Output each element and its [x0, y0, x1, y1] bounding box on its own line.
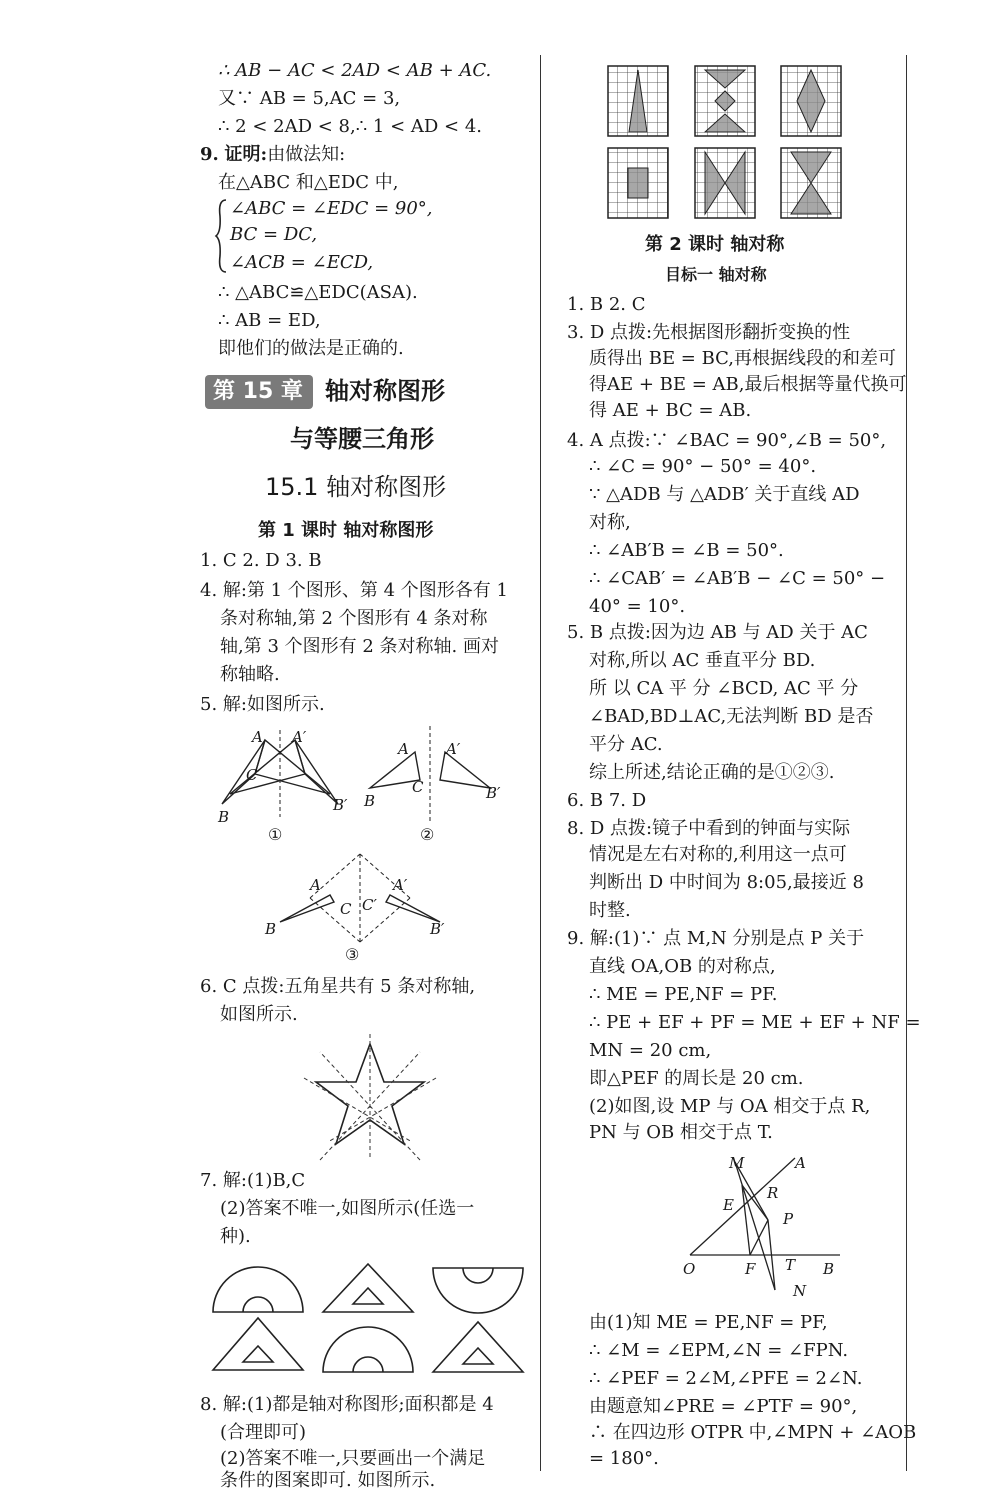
text-line: 4. A 点拨:∵ ∠BAC = 90°,∠B = 50°, [567, 430, 887, 451]
text-line: 即他们的做法是正确的. [218, 338, 404, 359]
text-line: 轴,第 3 个图形有 2 条对称轴. 画对 [220, 636, 499, 657]
brace-icon [214, 198, 228, 274]
figure-label: B [364, 792, 376, 810]
figure-label: B′ [486, 784, 501, 802]
figure-label: A′ [292, 728, 307, 746]
text-line: 9. 解:(1)∵ 点 M,N 分别是点 P 关于 [567, 928, 865, 949]
lesson-title: 第 1 课时 轴对称图形 [258, 520, 434, 541]
text-line: 条件的图案即可. 如图所示. [220, 1470, 436, 1491]
figure-label: F [745, 1260, 756, 1278]
text-line: 综上所述,结论正确的是①②③. [589, 762, 835, 783]
text-line: ∴ AB = ED, [218, 310, 321, 331]
text-line: ∠BAD,BD⊥AC,无法判断 BD 是否 [589, 706, 874, 727]
column-divider [540, 55, 541, 1471]
text-line: 得 AE + BC = AB. [589, 400, 752, 421]
figure-label: O [683, 1260, 696, 1278]
figure-caption: ③ [345, 945, 360, 964]
figure-label: C [412, 778, 424, 796]
figure-caption: ① [268, 825, 283, 844]
text-line: 7. 解:(1)B,C [200, 1170, 306, 1191]
text-line: 6. C 点拨:五角星共有 5 条对称轴, [200, 976, 476, 997]
text-line: 8. D 点拨:镜子中看到的钟面与实际 [567, 818, 851, 839]
figure-label: B′ [430, 920, 445, 938]
text-line: ∠ACB = ∠ECD, [230, 252, 374, 273]
figure-label: B [823, 1260, 835, 1278]
text-line: ∴ ME = PE,NF = PF. [589, 984, 778, 1005]
text-line: BC = DC, [230, 224, 318, 245]
text-line: (合理即可) [220, 1422, 307, 1443]
figure-label: B [218, 808, 230, 826]
text-line: 对称, [589, 512, 631, 533]
figure-label: E [723, 1196, 734, 1214]
figure-label: A [252, 728, 263, 746]
text-line: ∵ △ADB 与 △ADB′ 关于直线 AD [589, 484, 860, 505]
text-line: 5. 解:如图所示. [200, 694, 325, 715]
figure-label: A [310, 876, 321, 894]
text-line: 如图所示. [220, 1004, 298, 1025]
figure-label: B [265, 920, 277, 938]
answer-text: 由做法知: [267, 144, 346, 165]
figure-label: T [785, 1256, 796, 1274]
text-line: 平分 AC. [589, 734, 663, 755]
text-line: ∴ PE + EF + PF = ME + EF + NF = [589, 1012, 921, 1033]
text-line: 8. 解:(1)都是轴对称图形;面积都是 4 [200, 1394, 494, 1415]
text-line: 所 以 CA 平 分 ∠BCD, AC 平 分 [589, 678, 859, 699]
symmetry-figure-1 [210, 722, 360, 847]
grid-symmetry-figures [607, 62, 857, 222]
star-symmetry-figure [300, 1032, 440, 1162]
text-line: ∴ △ABC≌△EDC(ASA). [218, 282, 418, 303]
text-line: 种). [220, 1226, 251, 1247]
question-number: 9. [200, 144, 219, 165]
figure-label: C [340, 900, 352, 918]
text-line: 4. 解:第 1 个图形、第 4 个图形各有 1 [200, 580, 508, 601]
text-line: 对称,所以 AC 垂直平分 BD. [589, 650, 816, 671]
figure-label: A [795, 1154, 806, 1172]
text-line: 直线 OA,OB 的对称点, [589, 956, 776, 977]
page-border [906, 55, 907, 1471]
question-9-header [200, 142, 345, 168]
target-title: 目标一 轴对称 [665, 265, 767, 284]
text-line: 由(1)知 ME = PE,NF = PF, [589, 1312, 828, 1333]
text-line: 即△PEF 的周长是 20 cm. [589, 1068, 804, 1089]
text-line: ∴ 在四边形 OTPR 中,∠MPN + ∠AOB [589, 1422, 917, 1443]
chapter-title-2: 与等腰三角形 [290, 425, 434, 453]
text-line: ∴ ∠AB′B = ∠B = 50°. [589, 540, 784, 561]
answers-1-3: 1. C 2. D 3. B [200, 550, 322, 571]
text-line: 判断出 D 中时间为 8:05,最接近 8 [589, 872, 864, 893]
text-line: (2)答案不唯一,只要画出一个满足 [220, 1448, 486, 1469]
text-line: (2)如图,设 MP 与 OA 相交于点 R, [589, 1096, 871, 1117]
figure-label: C′ [246, 766, 261, 784]
figure-label: R [767, 1184, 779, 1202]
chapter-title: 轴对称图形 [325, 377, 445, 405]
figure-label: P [783, 1210, 794, 1228]
answers-1-2: 1. B 2. C [567, 294, 646, 315]
figure-label: A [398, 740, 409, 758]
text-line: 称轴略. [220, 664, 280, 685]
figure-label: A′ [393, 876, 408, 894]
figure-caption: ② [420, 825, 435, 844]
text-line: ∴ ∠CAB′ = ∠AB′B − ∠C = 50° − [589, 568, 886, 589]
text-line: (2)答案不唯一,如图所示(任选一 [220, 1198, 475, 1219]
text-line: = 180°. [589, 1448, 659, 1469]
text-line: 又∵ AB = 5,AC = 3, [218, 88, 401, 109]
text-line: ∴ ∠PEF = 2∠M,∠PFE = 2∠N. [589, 1368, 863, 1389]
text-line: 由题意知∠PRE = ∠PTF = 90°, [589, 1396, 858, 1417]
figure-label: N [793, 1282, 807, 1300]
figure-label: A′ [446, 740, 461, 758]
text-line: ∴ ∠M = ∠EPM,∠N = ∠FPN. [589, 1340, 849, 1361]
answers-6-7: 6. B 7. D [567, 790, 647, 811]
text-line: 情况是左右对称的,利用这一点可 [589, 844, 847, 865]
section-title: 15.1 轴对称图形 [265, 473, 447, 501]
protractor-triangle-figures [205, 1260, 535, 1385]
text-line: 质得出 BE = BC,再根据线段的和差可 [589, 348, 897, 369]
figure-label: M [729, 1154, 745, 1172]
text-line: PN 与 OB 相交于点 T. [589, 1122, 773, 1143]
text-line: 40° = 10°. [589, 596, 686, 617]
lesson-title: 第 2 课时 轴对称 [645, 234, 785, 255]
text-line: ∠ABC = ∠EDC = 90°, [230, 198, 433, 219]
chapter-badge [205, 375, 313, 409]
figure-label: C′ [362, 896, 377, 914]
text-line: 5. B 点拨:因为边 AB 与 AD 关于 AC [567, 622, 868, 643]
text-line: ∴ ∠C = 90° − 50° = 40°. [589, 456, 817, 477]
text-line: ∴ 2 < 2AD < 8,∴ 1 < AD < 4. [218, 116, 483, 137]
text-line: 条对称轴,第 2 个图形有 4 条对称 [220, 608, 488, 629]
figure-label: B′ [333, 796, 348, 814]
text-line: 得AE + BE = AB,最后根据等量代换可 [589, 374, 907, 395]
text-line: 3. D 点拨:先根据图形翻折变换的性 [567, 322, 851, 343]
chapter-badge-label: 第 15 章 [213, 379, 303, 404]
text-line: ∴ AB − AC < 2AD < AB + AC. [218, 60, 492, 81]
symmetry-figure-3 [270, 850, 450, 945]
answer-label: 证明: [224, 144, 268, 165]
reflection-geometry-figure [680, 1150, 840, 1300]
text-line: 在△ABC 和△EDC 中, [218, 172, 399, 193]
text-line: MN = 20 cm, [589, 1040, 712, 1061]
text-line: 时整. [589, 900, 631, 921]
